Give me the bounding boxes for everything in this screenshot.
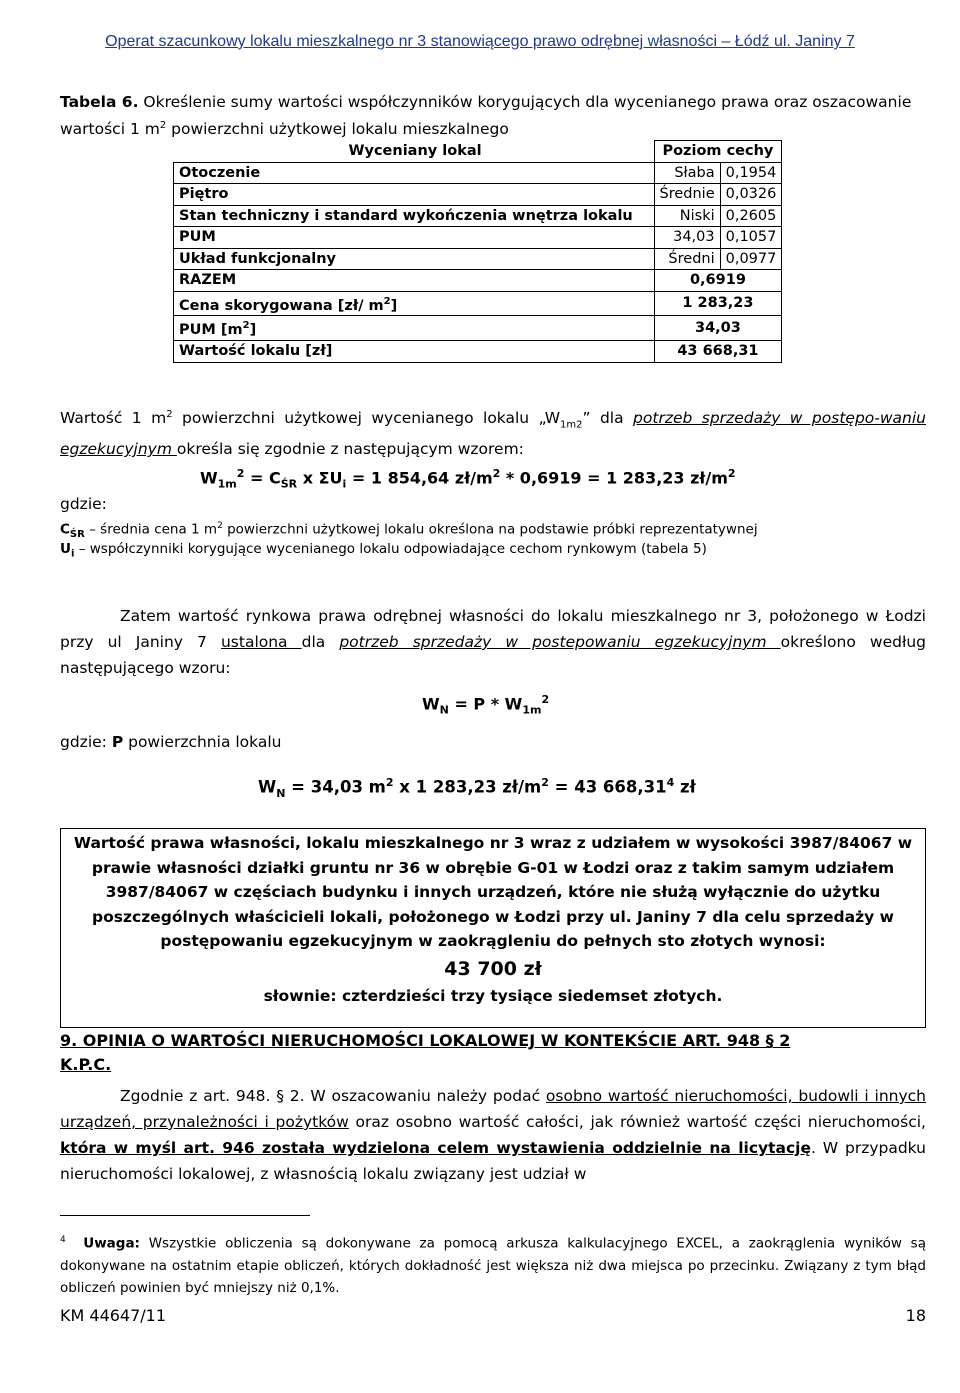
row-level: Średnie xyxy=(654,184,720,206)
row-value: 0,0977 xyxy=(720,248,782,270)
p3-u1: osobno wartość nieruchomości, budowli i innych urządzeń, przynależności i pożytków xyxy=(60,1087,926,1131)
def-c-b: powierzchni użytkowej lokalu określona na podstawie próbki reprezentatywnej xyxy=(222,521,758,538)
f3-c: x 1 283,23 zł/m xyxy=(393,777,542,797)
p1-a: Wartość 1 m xyxy=(60,409,167,428)
cena-sup: 2 xyxy=(383,295,391,307)
f2-sup: 2 xyxy=(541,693,550,706)
caption-text: Określenie sumy wartości współczynników korygujących dla wycenianego prawa oraz oszacowanie wartości 1 m xyxy=(60,93,912,139)
p1-d: określa się zgodnie z następującym wzorem: xyxy=(176,440,524,459)
formula-result xyxy=(258,776,696,800)
razem-label: RAZEM xyxy=(174,270,655,292)
f1-w: W xyxy=(200,468,218,488)
p1-link: potrzeb sprzedaży w postępo-waniu egzekucyjnym xyxy=(60,409,926,459)
box-line: postępowaniu egzekucyjnym w zaokrągleniu do pełnych sto złotych wynosi: xyxy=(160,932,826,950)
cena-value: 1 283,23 xyxy=(654,291,782,316)
wartosc-row xyxy=(174,341,782,363)
pum-value: 34,03 xyxy=(654,316,782,341)
row-level: Średni xyxy=(654,248,720,270)
box-line: poszczególnych właścicieli lokali, położonego w Łodzi przy ul. Janiny 7 dla celu sprzedaży w xyxy=(92,907,894,926)
formula-wn xyxy=(422,693,549,717)
head-left: Wyceniany lokal xyxy=(174,141,655,163)
def-u-a: – współczynniki korygujące wycenianego lokalu odpowiadające cechom rynkowym (tabela 5) xyxy=(74,541,707,557)
table-row xyxy=(174,227,782,249)
row-level: 34,03 xyxy=(654,227,720,249)
gdzie-label: gdzie: xyxy=(60,495,107,513)
formula-unit-value xyxy=(200,467,736,491)
footnote-bold: Uwaga: xyxy=(83,1235,140,1252)
row-label: Stan techniczny i standard wykończenia wnętrza lokalu xyxy=(174,205,655,227)
f3-e: zł xyxy=(674,777,696,797)
box-line: Wartość prawa własności, lokalu mieszkalnego nr 3 wraz z udziałem w wysokości 3987/84067 w xyxy=(73,834,913,852)
footnote-text: Wszystkie obliczenia są dokonywane za pomocą arkusza kalkulacyjnego EXCEL, a zaokrąglenia wyników są dokonywane na ostatnim etapie obliczeń, których dokładność jest większa niż dwa miejsca po przecinku. Związany z tym błąd obliczeń powinien być mniejszy niż 0,1%. xyxy=(60,1235,926,1296)
f2-a: W xyxy=(422,694,440,714)
page-footer xyxy=(60,1306,926,1325)
p3-a: Zgodnie z art. 948. § 2. W oszacowaniu należy podać xyxy=(120,1087,546,1105)
caption-sup: 2 xyxy=(159,120,167,131)
head-right: Poziom cechy xyxy=(654,141,782,163)
p2-b: dla xyxy=(301,633,340,651)
box-words: słownie: czterdzieści trzy tysiące siedemset złotych. xyxy=(263,986,723,1005)
f2-b: = P * W xyxy=(448,694,523,714)
p3-bu: która w myśl art. 946 została wydzielona celem wystawienia oddzielnie na licytację xyxy=(60,1139,812,1157)
row-value: 0,0326 xyxy=(720,184,782,206)
valuation-table xyxy=(173,140,782,363)
pum-label-a: PUM [m xyxy=(179,322,243,339)
def-c-sub: ŚR xyxy=(69,529,85,541)
cena-label-a: Cena skorygowana [zł/ m xyxy=(179,297,384,314)
pum-sup: 2 xyxy=(242,320,250,332)
f3-fn: 4 xyxy=(666,776,675,789)
section-9-heading xyxy=(60,1029,790,1077)
table-row xyxy=(174,205,782,227)
p2-u2: potrzeb sprzedaży w postepowaniu egzekucyjnym xyxy=(339,633,781,651)
f1-subi: i xyxy=(342,477,347,491)
caption-text-2: powierzchni użytkowej lokalu mieszkalnego xyxy=(166,120,509,139)
p1-b: powierzchni użytkowej wycenianego lokalu „W xyxy=(172,409,561,428)
footer-doc-id: KM 44647/11 xyxy=(60,1306,167,1325)
table-caption xyxy=(60,90,930,141)
p1-sub: 1m2 xyxy=(560,419,583,431)
f1-rest2: = 1 854,64 zł/m xyxy=(346,468,493,488)
gp-p: P xyxy=(111,733,124,751)
row-label: PUM xyxy=(174,227,655,249)
box-line: 3987/84067 w częściach budynku i innych urządzeń, które nie służą wyłącznie do użytku xyxy=(105,883,881,901)
footnote-num: 4 xyxy=(60,1235,66,1245)
p3-c: . W przypadku nieruchomości lokalowej, z własnością lokalu związany jest udział w xyxy=(60,1139,926,1183)
section-9-line: 9. OPINIA O WARTOŚCI NIERUCHOMOŚCI LOKALOWEJ W KONTEKŚCIE ART. 948 § 2 xyxy=(60,1031,791,1050)
f3-sup: 2 xyxy=(385,776,394,789)
pum-label xyxy=(174,316,655,341)
def-u-sym: U xyxy=(60,541,71,557)
f2-sub2: 1m xyxy=(522,703,542,717)
def-c-sym: C xyxy=(60,521,70,538)
gp-b: powierzchnia lokalu xyxy=(123,733,282,751)
footnote xyxy=(60,1229,926,1299)
paragraph-art-948 xyxy=(60,1083,926,1187)
f1-sup2: 2 xyxy=(492,467,501,480)
f1-rest: x ΣU xyxy=(297,468,343,488)
row-label: Otoczenie xyxy=(174,162,655,184)
p1-c: ” dla xyxy=(582,409,634,428)
footnote-divider xyxy=(60,1215,310,1216)
f1-sub: 1m xyxy=(217,477,237,491)
f1-subsr: ŚR xyxy=(280,477,298,491)
def-c-sup: 2 xyxy=(217,521,223,531)
def-u-sub: i xyxy=(70,548,75,560)
gp-a: gdzie: xyxy=(60,733,112,751)
gdzie-p xyxy=(60,730,282,754)
f3-a: W xyxy=(258,777,277,797)
def-c-a: – średnia cena 1 m xyxy=(84,521,218,538)
row-value: 0,2605 xyxy=(720,205,782,227)
table-number: Tabela 6. xyxy=(60,93,139,111)
f3-b: = 34,03 m xyxy=(285,777,386,797)
paragraph-market-value xyxy=(60,603,926,681)
p2-u1: ustalona xyxy=(220,633,302,651)
row-value: 0,1954 xyxy=(720,162,782,184)
table-row xyxy=(174,248,782,270)
f2-sub: N xyxy=(439,703,449,717)
box-line: prawie własności działki gruntu nr 36 w obrębie G-01 w Łodzi oraz z takim samym udziałem xyxy=(91,858,895,877)
cena-row xyxy=(174,291,782,316)
table-head-row xyxy=(174,141,782,163)
razem-value: 0,6919 xyxy=(654,270,782,292)
f1-sup3: 2 xyxy=(727,467,736,480)
razem-row xyxy=(174,270,782,292)
cena-label xyxy=(174,291,655,316)
pum-row xyxy=(174,316,782,341)
table-row xyxy=(174,162,782,184)
wartosc-label: Wartość lokalu [zł] xyxy=(174,341,655,363)
p3-b: oraz osobno wartość całości, jak również wartość części nieruchomości, xyxy=(348,1113,926,1131)
row-label: Piętro xyxy=(174,184,655,206)
p1-sup: 2 xyxy=(166,409,173,420)
page-header: Operat szacunkowy lokalu mieszkalnego nr 3 stanowiącego prawo odrębnej własności – Łódź ul. Janiny 7 xyxy=(105,33,855,50)
f1-sup: 2 xyxy=(236,467,245,480)
f1-eq: = C xyxy=(244,468,281,488)
row-level: Słaba xyxy=(654,162,720,184)
f3-sup2: 2 xyxy=(541,776,549,789)
wartosc-value: 43 668,31 xyxy=(654,341,782,363)
conclusion-box xyxy=(60,828,926,1028)
box-amount: 43 700 zł xyxy=(444,957,542,980)
paragraph-unit-value xyxy=(60,403,926,461)
page-number: 18 xyxy=(905,1306,926,1325)
p2-c: określono według następującego wzoru: xyxy=(60,633,927,677)
definition-u xyxy=(60,538,707,566)
row-label: Układ funkcjonalny xyxy=(174,248,655,270)
f3-d: = 43 668,31 xyxy=(548,777,667,797)
cena-label-b: ] xyxy=(390,297,398,314)
f1-rest3: * 0,6919 = 1 283,23 zł/m xyxy=(500,468,728,488)
table-row xyxy=(174,184,782,206)
section-9-line: K.P.C. xyxy=(60,1055,112,1074)
p2-a: Zatem wartość rynkowa prawa odrębnej własności do lokalu mieszkalnego nr 3, położonego w Łodzi przy ul Janiny 7 xyxy=(60,607,926,651)
pum-label-b: ] xyxy=(249,322,257,339)
f3-sub: N xyxy=(276,786,286,800)
row-value: 0,1057 xyxy=(720,227,782,249)
row-level: Niski xyxy=(654,205,720,227)
